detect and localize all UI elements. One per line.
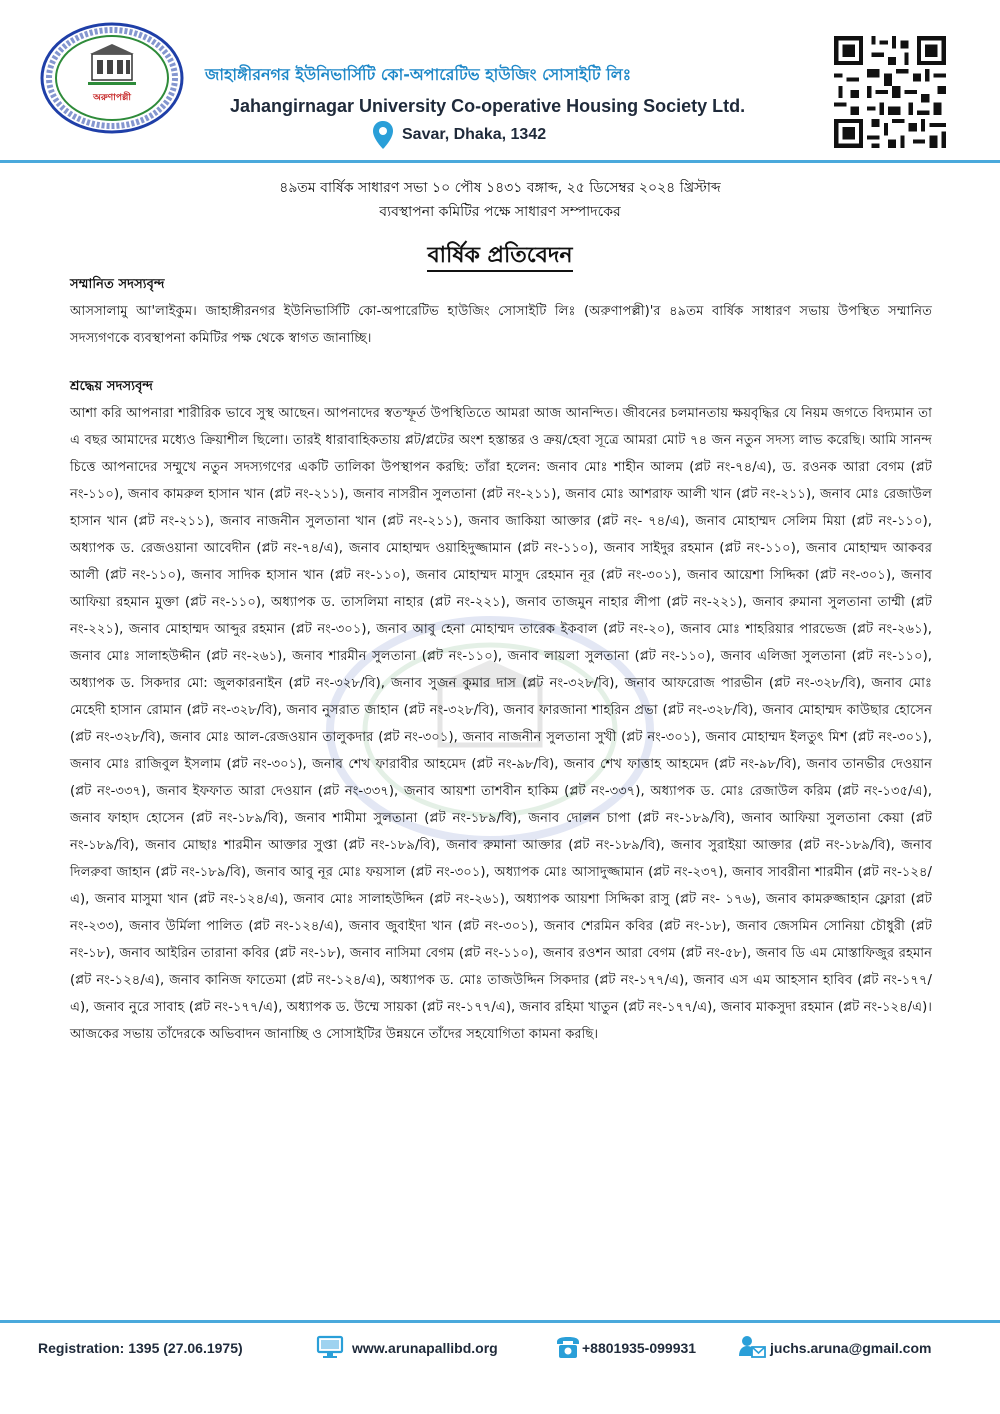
phone-number[interactable]: +8801935-099931: [582, 1340, 697, 1356]
greeting-paragraph: আসসালামু আ'লাইকুম। জাহাঙ্গীরনগর ইউনিভার্সিটি কো-অপারেটিভ হাউজিং সোসাইটি লিঃ (অরুণাপল্লী)'র ৪৯তম বার্ষিক সাধারণ সভায় উপস্থিত সম্মানিত সদস্যগণকে ব্যবস্থাপনা কমিটির পক্ষ থেকে স্বাগত জানাচ্ছি।: [70, 304, 932, 346]
website-icon: [316, 1334, 344, 1360]
new-members-paragraph: আশা করি আপনারা শারীরিক ভাবে সুস্থ আছেন। আপনাদের স্বতস্ফূর্ত উপস্থিতিতে আমরা আজ আনন্দিত। জীবনের চলমানতায় ক্ষয়বৃদ্ধির যে নিয়ম জগতে বিদ্যমান তা এ বছর আমাদের মধ্যেও ক্রিয়াশীল ছিলো। তারই ধারাবাহিকতায় প্লট/প্লটের অংশ হস্তান্তর ও ক্রয়/হেবা সূত্রে আমরা মোট ৭৪ জন নতুন সদস্য লাভ করেছি। আমি সানন্দ চিত্তে আপনাদের সম্মুখে নতুন সদস্যগণের একটি তালিকা উপস্থাপন করছি: তাঁরা হলেন: জনাব মোঃ শাহীন আলম (প্লট নং-৭৪/এ), ড. রওনক আরা বেগম (প্লট নং-১১০), জনাব কামরুল হাসান খান (প্লট নং-২১১), জনাব নাসরীন সুলতানা (প্লট নং-২১১), জনাব মোঃ আশরাফ আলী খান (প্লট নং-২১১), জনাব মোঃ রেজাউল হাসান খান (প্লট নং-২১১), জনাব নাজনীন সুলতানা খান (প্লট নং-২১১), জনাব জাকিয়া আক্তার (প্লট নং- ৭৪/এ), জনাব মোহাম্মদ সেলিম মিয়া (প্লট নং-১১০), অধ্যাপক ড. রেজওয়ানা আবেদীন (প্লট নং-৭৪/এ), জনাব মোহাম্মদ ওয়াহিদুজ্জামান (প্লট নং-১১০), জনাব সাইদুর রহমান (প্লট নং-১১০), জনাব মোহাম্মদ আকবর আলী (প্লট নং-১১০), জনাব সাদিক হাসান খান (প্লট নং-১১০), জনাব মোহাম্মদ মাসুদ রেহমান নূর (প্লট নং-৩০১), জনাব আয়েশা সিদ্দিকা (প্লট নং-৩০১), জনাব আফিয়া রহমান মুক্তা (প্লট নং-১১০), অধ্যাপক ড. তাসলিমা নাহার (প্লট নং-২২১), জনাব তাজমুন নাহার লীপা (প্লট নং-২২১), জনাব রুমানা সুলতানা তাম্মী (প্লট নং-২২১), জনাব মোহাম্মদ আব্দুর রহমান (প্লট নং-৩০১), জনাব আবু হেনা মোহাম্মদ তারেক ইকবাল (প্লট নং-২০), জনাব মোঃ শাহরিয়ার পারভেজ (প্লট নং-২৬১), জনাব মোঃ সালাহউদ্দীন (প্লট নং-২৬১), জনাব শারমীন সুলতানা (প্লট নং-১১০), জনাব লায়লা সুলতানা (প্লট নং-১১০), জনাব এলিজা সুলতানা (প্লট নং-১১০), অধ্যাপক ড. সিকদার মো: জুলকারনাইন (প্লট নং-৩২৮/বি), জনাব সুজন কুমার দাস (প্লট নং-৩২৮/বি), জনাব আফরোজ পারভীন (প্লট নং-৩২৮/বি), জনাব মোঃ মেহেদী হাসান রোমান (প্লট নং-৩২৮/বি), জনাব নুসরাত জাহান (প্লট নং-৩২৮/বি), জনাব ফারজানা শাহরিন প্রভা (প্লট নং-৩২৮/বি), জনাব মোহাম্মদ কাউছার হোসেন (প্লট নং-৩২৮/বি), জনাব মোঃ আল-রেজওয়ান তালুকদার (প্লট নং-৩০১), জনাব নাজনীন সুলতানা সুখী (প্লট নং-৩০১), জনাব মোহাম্মদ ইলতুৎ মিশ (প্লট নং-৩০১), জনাব মোঃ রাজিবুল ইসলাম (প্লট নং-৩০১), জনাব শেখ ফারাবীর আহমেদ (প্লট নং-৯৮/বি), জনাব শেখ ফাত্তাহ আহমেদ (প্লট নং-৯৮/বি), জনাব তানভীর দেওয়ান (প্লট নং-৩৩৭), জনাব ইফফাত আরা দেওয়ান (প্লট নং-৩৩৭), জনাব আয়শা তাশবীন হাকিম (প্লট নং-৩৩৭), অধ্যাপক ড. মোঃ রেজাউল করিম (প্লট নং-১৩৫/এ), জনাব ফাহাদ হোসেন (প্লট নং-১৮৯/বি), জনাব শামীমা সুলতানা (প্লট নং-১৮৯/বি), জনাব দোলন চাপা (প্লট নং-১৮৯/বি), জনাব আফিয়া সুলতানা কেয়া (প্লট নং-১৮৯/বি), জনাব মোছাঃ শারমীন আক্তার সুপ্তা (প্লট নং-১৮৯/বি), জনাব রুমানা আক্তার (প্লট নং-১৮৯/বি), জনাব সুরাইয়া আক্তার (প্লট নং-১৮৯/বি), জনাব দিলরুবা জাহান (প্লট নং-১৮৯/বি), জনাব আবু নূর মোঃ ফয়সাল (প্লট নং-৩০১), অধ্যাপক মোঃ আসাদুজ্জামান (প্লট নং-২৩৭), জনাব সাবরীনা শারমীন (প্লট নং-১২৪/এ), জনাব মাসুমা খান (প্লট নং-১২৪/এ), জনাব মোঃ সালাহউদ্দিন (প্লট নং-২৬১), অধ্যাপক আয়শা সিদ্দিকা রাসু (প্লট নং- ১৭৬), জনাব কামরুজ্জাহান ফ্লোরা (প্লট নং-২৩৩), জনাব উর্মিলা পালিত (প্লট নং-১২৪/এ), জনাব জুবাইদা খান (প্লট নং-৩০১), জনাব শেরমিন কবির (প্লট নং-১৮), জনাব জেসমিন সোনিয়া চৌধুরী (প্লট নং-১৮), জনাব আইরিন তারানা কবির (প্লট নং-১৮), জনাব নাসিমা বেগম (প্লট নং-১১০), জনাব রওশন আরা বেগম (প্লট নং-৫৮), জনাব ডি এম মোস্তাফিজুর রহমান (প্লট নং-১২৪/এ), জনাব কানিজ ফাতেমা (প্লট নং-১২৪/এ), অধ্যাপক ড. মোঃ তাজউদ্দিন সিকদার (প্লট নং-১৭৭/এ), জনাব এস এম আহসান হাবিব (প্লট নং-১৭৭/এ), জনাব নুরে সাবাহ (প্লট নং-১৭৭/এ), অধ্যাপক ড. উম্মে সায়কা (প্লট নং-১৭৭/এ), জনাব রহিমা খাতুন (প্লট নং-১৭৭/এ), জনাব মাকসুদা রহমান (প্লট নং-১২৪/এ)। আজকের সভায় তাঁদেরকে অভিবাদন জানাচ্ছি ও সোসাইটির উন্নয়নে তাঁদের সহযোগিতা কামনা করছি।: [70, 406, 932, 1042]
footer: [0, 1300, 1000, 1414]
meeting-line-2: ব্যবস্থাপনা কমিটির পক্ষে সাধারণ সম্পাদকের: [379, 204, 621, 220]
report-title: [0, 238, 1000, 275]
phone-icon: [554, 1334, 582, 1360]
meeting-info: [0, 176, 1000, 224]
location-text: Savar, Dhaka, 1342: [402, 126, 547, 143]
svg-text:অরুণাপল্লী: অরুণাপল্লী: [93, 93, 131, 103]
qr-code: [826, 32, 954, 152]
registration-info: Registration: 1395 (27.06.1975): [38, 1340, 243, 1356]
report-title-text: বার্ষিক প্রতিবেদন: [427, 243, 572, 272]
greeting-heading: সম্মানিত সদস্যবৃন্দ: [70, 277, 165, 292]
members-heading: শ্রদ্ধেয় সদস্যবৃন্দ: [70, 379, 154, 394]
location-pin-icon: [372, 120, 394, 150]
org-name-bangla: জাহাঙ্গীরনগর ইউনিভার্সিটি কো-অপারেটিভ হাউজিং সোসাইটি লিঃ: [205, 65, 632, 84]
org-name-english: Jahangirnagar University Co-operative Housing Society Ltd.: [230, 96, 746, 116]
footer-divider: [0, 1320, 1000, 1323]
meeting-line-1: ৪৯তম বার্ষিক সাধারণ সভা ১০ পৌষ ১৪৩১ বঙ্গাব্দ, ২৫ ডিসেম্বর ২০২৪ খ্রিস্টাব্দ: [279, 180, 721, 196]
header-divider: [0, 160, 1000, 163]
email-icon: [738, 1334, 766, 1360]
society-logo: [40, 22, 185, 134]
letterhead: [0, 0, 1000, 165]
report-body: [70, 272, 932, 1048]
email-address[interactable]: juchs.aruna@gmail.com: [770, 1340, 932, 1356]
website-link[interactable]: www.arunapallibd.org: [352, 1340, 498, 1356]
